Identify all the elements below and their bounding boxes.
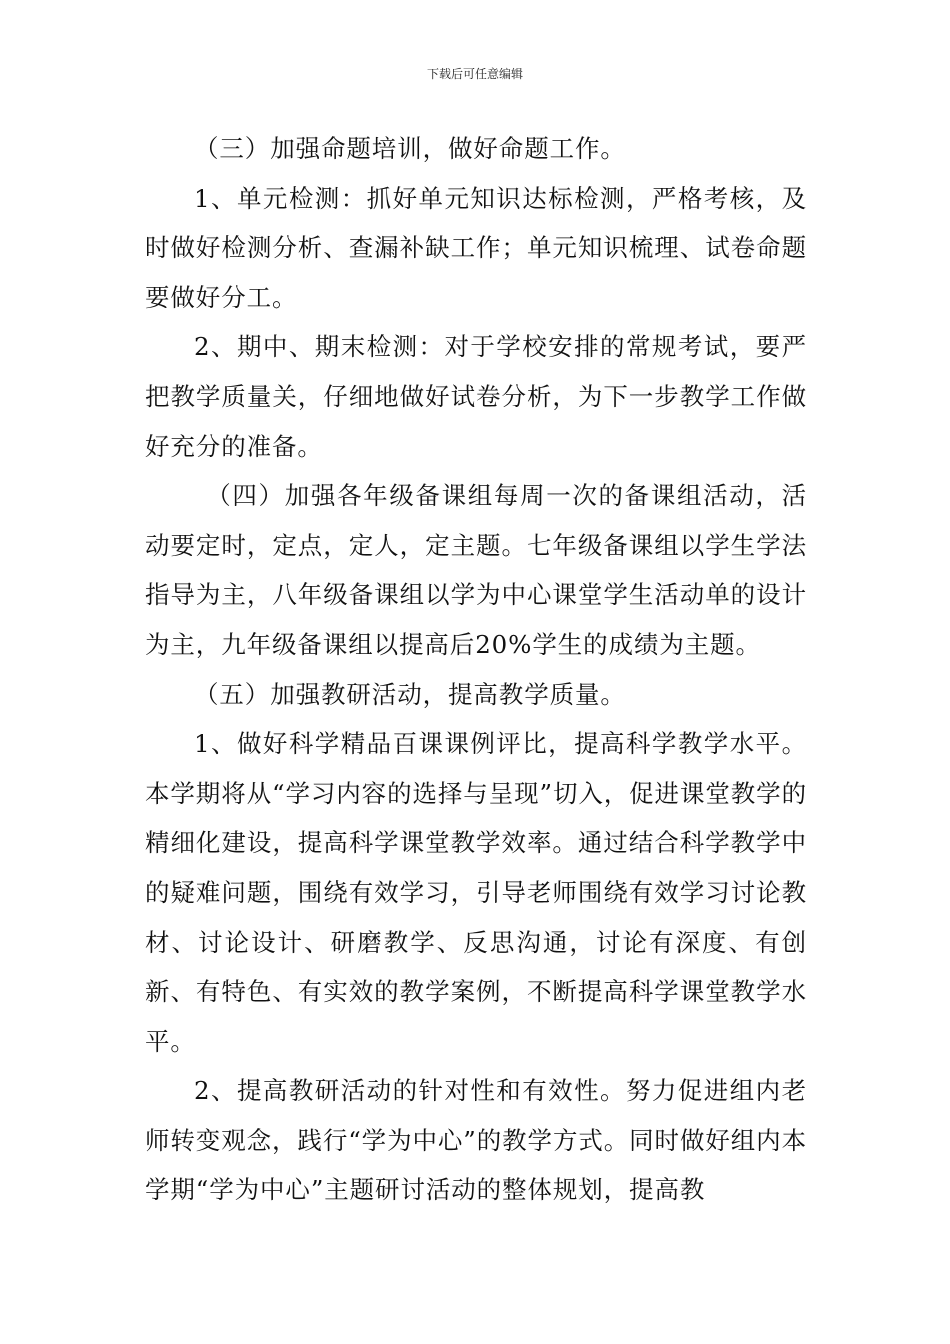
paragraph-lesson-competition: 1、做好科学精品百课课例评比，提高科学教学水平。本学期将从“学习内容的选择与呈现”切入，促进课堂教学的精细化建设，提高科学课堂教学效率。通过结合科学教学中的疑难问题，围绕有效学习，引导老师围绕有效学习讨论教材、讨论设计、研磨教学、反思沟通，讨论有深度、有创新、有特色、有实效的教学案例，不断提高科学课堂教学水平。 [145,729,807,1056]
section-heading-5: （五）加强教研活动，提高教学质量。 [194,679,626,709]
paragraph-midterm-final-test: 2、期中、期末检测：对于学校安排的常规考试，要严把教学质量关，仔细地做好试卷分析，为下一步教学工作做好充分的准备。 [145,332,807,461]
section-heading-4-paragraph: （四）加强各年级备课组每周一次的备课组活动，活动要定时，定点，定人，定主题。七年级备课组以学生学法指导为主，八年级备课组以学为中心课堂学生活动单的设计为主，九年级备课组以提高后20%学生的成绩为主题。 [145,481,807,659]
paragraph-unit-test: 1、单元检测：抓好单元知识达标检测，严格考核，及时做好检测分析、查漏补缺工作；单元知识梳理、试卷命题要做好分工。 [145,183,807,312]
document-body [145,124,807,1215]
section-heading-3: （三）加强命题培训，做好命题工作。 [194,134,626,163]
paragraph-teaching-research: 2、提高教研活动的针对性和有效性。努力促进组内老师转变观念，践行“学为中心”的教学方式。同时做好组内本学期“学为中心”主题研讨活动的整体规划，提高教 [145,1076,807,1205]
page-header-note: 下载后可任意编辑 [426,67,523,81]
